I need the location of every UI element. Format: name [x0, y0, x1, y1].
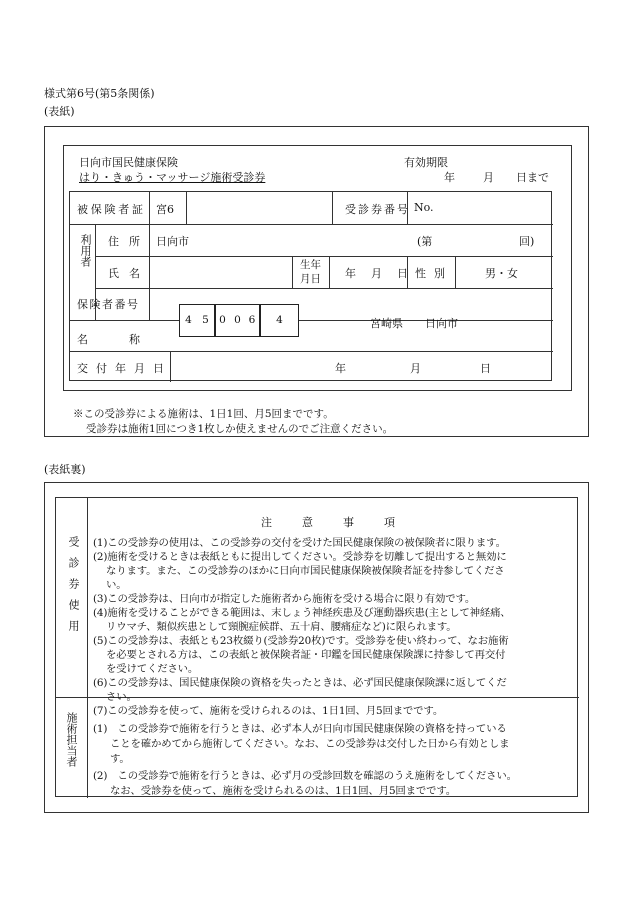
birth-day: 日 — [397, 267, 408, 280]
sex-label: 性別 — [415, 267, 453, 280]
notes-title: 注意事項 — [261, 516, 425, 529]
usage-label: 受診券使用 — [67, 536, 80, 641]
insurer-label-bottom: 名 称 — [77, 333, 140, 346]
insured-label: 被 保 険 者 証 — [77, 203, 143, 216]
usage-note-line-1: (1)この受診券の使用は、この受診券の交付を受けた国民健康保険の被保険者に限ります。 — [93, 537, 506, 549]
front-cover-frame — [44, 126, 589, 437]
birth-label-top: 生年 — [300, 259, 321, 271]
usage-note-line-9: を必要とされる方は、この表紙と被保険者証・印鑑を国民健康保険課に持参して再交付 — [106, 649, 506, 661]
usage-note-line-8: (5)この受診券は、表紙とも23枚綴り(受診券20枚)です。受診券を使い終わって、なお施術 — [93, 635, 509, 647]
insurer-digit-4: 0 — [234, 314, 241, 326]
visit-count-open: (第 — [417, 235, 433, 248]
issue-year: 年 — [335, 362, 346, 375]
footnote-1: ※この受診券による施術は、1日1回、月5回までです。 — [73, 408, 334, 420]
issuer-name: 日向市国民健康保険 — [79, 156, 178, 169]
insurer-digit-1: 4 — [185, 314, 192, 326]
ticket-number-value: No. — [414, 201, 434, 214]
insurer-digit-2: 5 — [202, 314, 209, 326]
address-value: 日向市 — [156, 235, 189, 248]
form-number: 様式第6号(第5条関係) — [44, 87, 155, 100]
footnote-2: 受診券は施術1回につき1枚しか使えませんのでご注意ください。 — [86, 423, 394, 435]
provider-note-line-1: (1) この受診券で施術を行うときは、必ず本人が日向市国民健康保険の資格を持っている — [93, 723, 507, 735]
user-label: 利用者 — [79, 234, 92, 267]
validity-day: 日まで — [516, 171, 549, 184]
back-label: (表紙裏) — [44, 463, 86, 476]
insurer-digit-5: 6 — [248, 314, 256, 326]
provider-note-line-4: (2) この受診券で施術を行うときは、必ず月の受診回数を確認のうえ施術をしてください。 — [93, 770, 517, 782]
birth-label-bottom: 月日 — [300, 273, 321, 285]
ticket-number-label: 受診券番号 — [345, 203, 410, 216]
issue-month: 月 — [410, 362, 421, 375]
validity-month: 月 — [483, 171, 494, 184]
issue-date-label: 交 付 年 月 日 — [77, 362, 164, 375]
insurer-city: 日向市 — [425, 317, 458, 330]
birth-year: 年 — [345, 267, 356, 280]
usage-note-line-3: なります。また、この受診券のほかに日向市国民健康保険被保険者証を持参してくださ — [106, 565, 505, 577]
issue-day: 日 — [480, 362, 491, 375]
insurer-number-boxes — [179, 304, 299, 337]
usage-note-line-6: (4)施術を受けることができる範囲は、末しょう神経疾患及び運動器疾患(主として神経痛、 — [93, 607, 511, 619]
insurer-digit-3: 0 — [219, 314, 226, 326]
insured-value: 宮6 — [156, 203, 174, 216]
birth-month: 月 — [371, 267, 382, 280]
insurer-digit-6: 4 — [276, 314, 283, 326]
validity-label: 有効期限 — [404, 156, 448, 169]
ticket-title: はり・きゅう・マッサージ施術受診券 — [79, 171, 266, 184]
provider-label: 施術担当者 — [65, 712, 78, 767]
provider-note-line-5: なお、受診券を使って、施術を受けられるのは、1日1回、月5回までです。 — [110, 785, 457, 797]
usage-note-line-11: (6)この受診券は、国民健康保険の資格を失ったときは、必ず国民健康保険課に返してくだ — [93, 677, 507, 689]
validity-year: 年 — [444, 171, 455, 184]
name-label: 氏名 — [108, 267, 150, 280]
provider-note-line-2: ことを確かめてから施術してください。なお、この受診券は交付した日から有効としま — [110, 738, 510, 750]
usage-note-line-4: い。 — [106, 579, 127, 591]
usage-note-line-12: さい。 — [106, 691, 137, 703]
provider-note-line-3: す。 — [110, 753, 130, 765]
insurer-prefecture: 宮崎県 — [370, 317, 403, 330]
usage-note-line-10: を受けてください。 — [106, 663, 199, 675]
sex-value: 男・女 — [485, 267, 518, 280]
usage-note-line-13: (7)この受診券を使って、施術を受けられるのは、1日1回、月5回までです。 — [93, 705, 444, 717]
usage-note-line-7: リウマチ、類似疾患として頸腕症候群、五十肩、腰痛症など)に限られます。 — [106, 621, 457, 633]
front-inner-frame — [63, 145, 572, 391]
back-cover-frame — [44, 482, 589, 813]
front-table — [69, 191, 552, 381]
front-label: (表紙) — [44, 105, 75, 118]
usage-note-line-2: (2)施術を受けるときは表紙ともに提出してください。受診券を切離して提出すると無効に — [93, 551, 507, 563]
insurer-label-top: 保険者番号 — [77, 298, 140, 311]
address-label: 住所 — [108, 235, 150, 248]
usage-note-line-5: (3)この受診券は、日向市が指定した施術者から施術を受ける場合に限り有効です。 — [93, 593, 476, 605]
visit-count-close: 回) — [519, 235, 535, 248]
